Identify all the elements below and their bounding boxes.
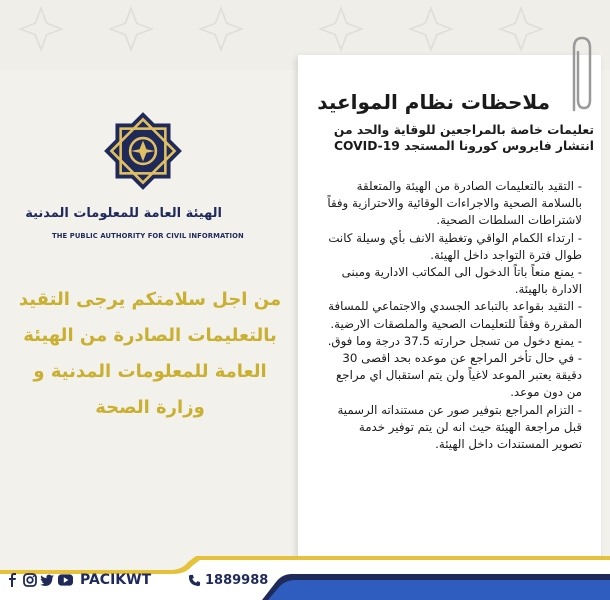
logo-english-name: THE PUBLIC AUTHORITY FOR CIVIL INFORMATION [52,232,244,240]
pattern-star-icon [408,6,454,52]
logo-arabic-name: الهيئة العامة للمعلومات المدنية [25,206,222,221]
social-links [4,568,151,592]
pattern-star-icon [318,6,364,52]
twitter-icon[interactable] [40,573,55,588]
list-item: - التزام المراجع بتوفير صور عن مستنداته الرسمية قبل مراجعة الهيئة حيث انه لن يتم توفير خدمة تصوير المستندات داخل الهيئة. [337,402,582,452]
instagram-icon[interactable] [22,573,37,588]
card-subtitle: تعليمات خاصة بالمراجعين للوقاية والحد من انتشار فايروس كورونا المستجد COVID-19 [333,123,594,153]
phone-icon [188,574,201,587]
hotline[interactable] [188,573,268,588]
paci-logo-icon [100,108,186,194]
list-item: - ارتداء الكمام الواقي وتغطية الانف بأي وسيلة كانت طوال فترة التواجد داخل الهيئة. [328,230,582,262]
pattern-star-icon [18,6,64,52]
social-handle[interactable]: PACIKWT [80,572,152,588]
list-item: - يمنع منعاً باتاً الدخول الى المكاتب الادارية ومبنى الادارة بالهيئة. [341,265,582,297]
list-item: - التقيد بقواعد بالتباعد الجسدي والاجتماعي للمسافة المقررة وفقاً للتعليمات الصحية والملصقات الارضية. [328,299,582,331]
facebook-icon[interactable] [4,573,19,588]
card-title: ملاحظات نظام المواعيد [317,90,550,114]
instructions-list [327,178,582,453]
pattern-star-icon [498,6,544,52]
paperclip-icon [560,30,600,120]
list-item: - التقيد بالتعليمات الصادرة من الهيئة والمتعلقة بالسلامة الصحية والاجراءات الوقائية والاحترازية وفقاً لاشتراطات السلطات الصحية. [327,179,582,228]
list-item: - في حال تأخر المراجع عن موعده بحد اقصى 30 دقيقة يعتبر الموعد لاغياً ولن يتم استقبال اي مراجع من دون موعد. [336,351,582,400]
pattern-star-icon [108,6,154,52]
pattern-star-icon [198,6,244,52]
list-item: - يمنع دخول من تسجل حرارته 37.5 درجة وما فوق. [327,333,582,348]
hotline-number: 1889988 [205,573,269,588]
youtube-icon[interactable] [58,573,73,588]
safety-message: من اجل سلامتكم يرجى التقيد بالتعليمات الصادرة من الهيئة العامة للمعلومات المدنية و وزارة الصحة [18,289,282,418]
